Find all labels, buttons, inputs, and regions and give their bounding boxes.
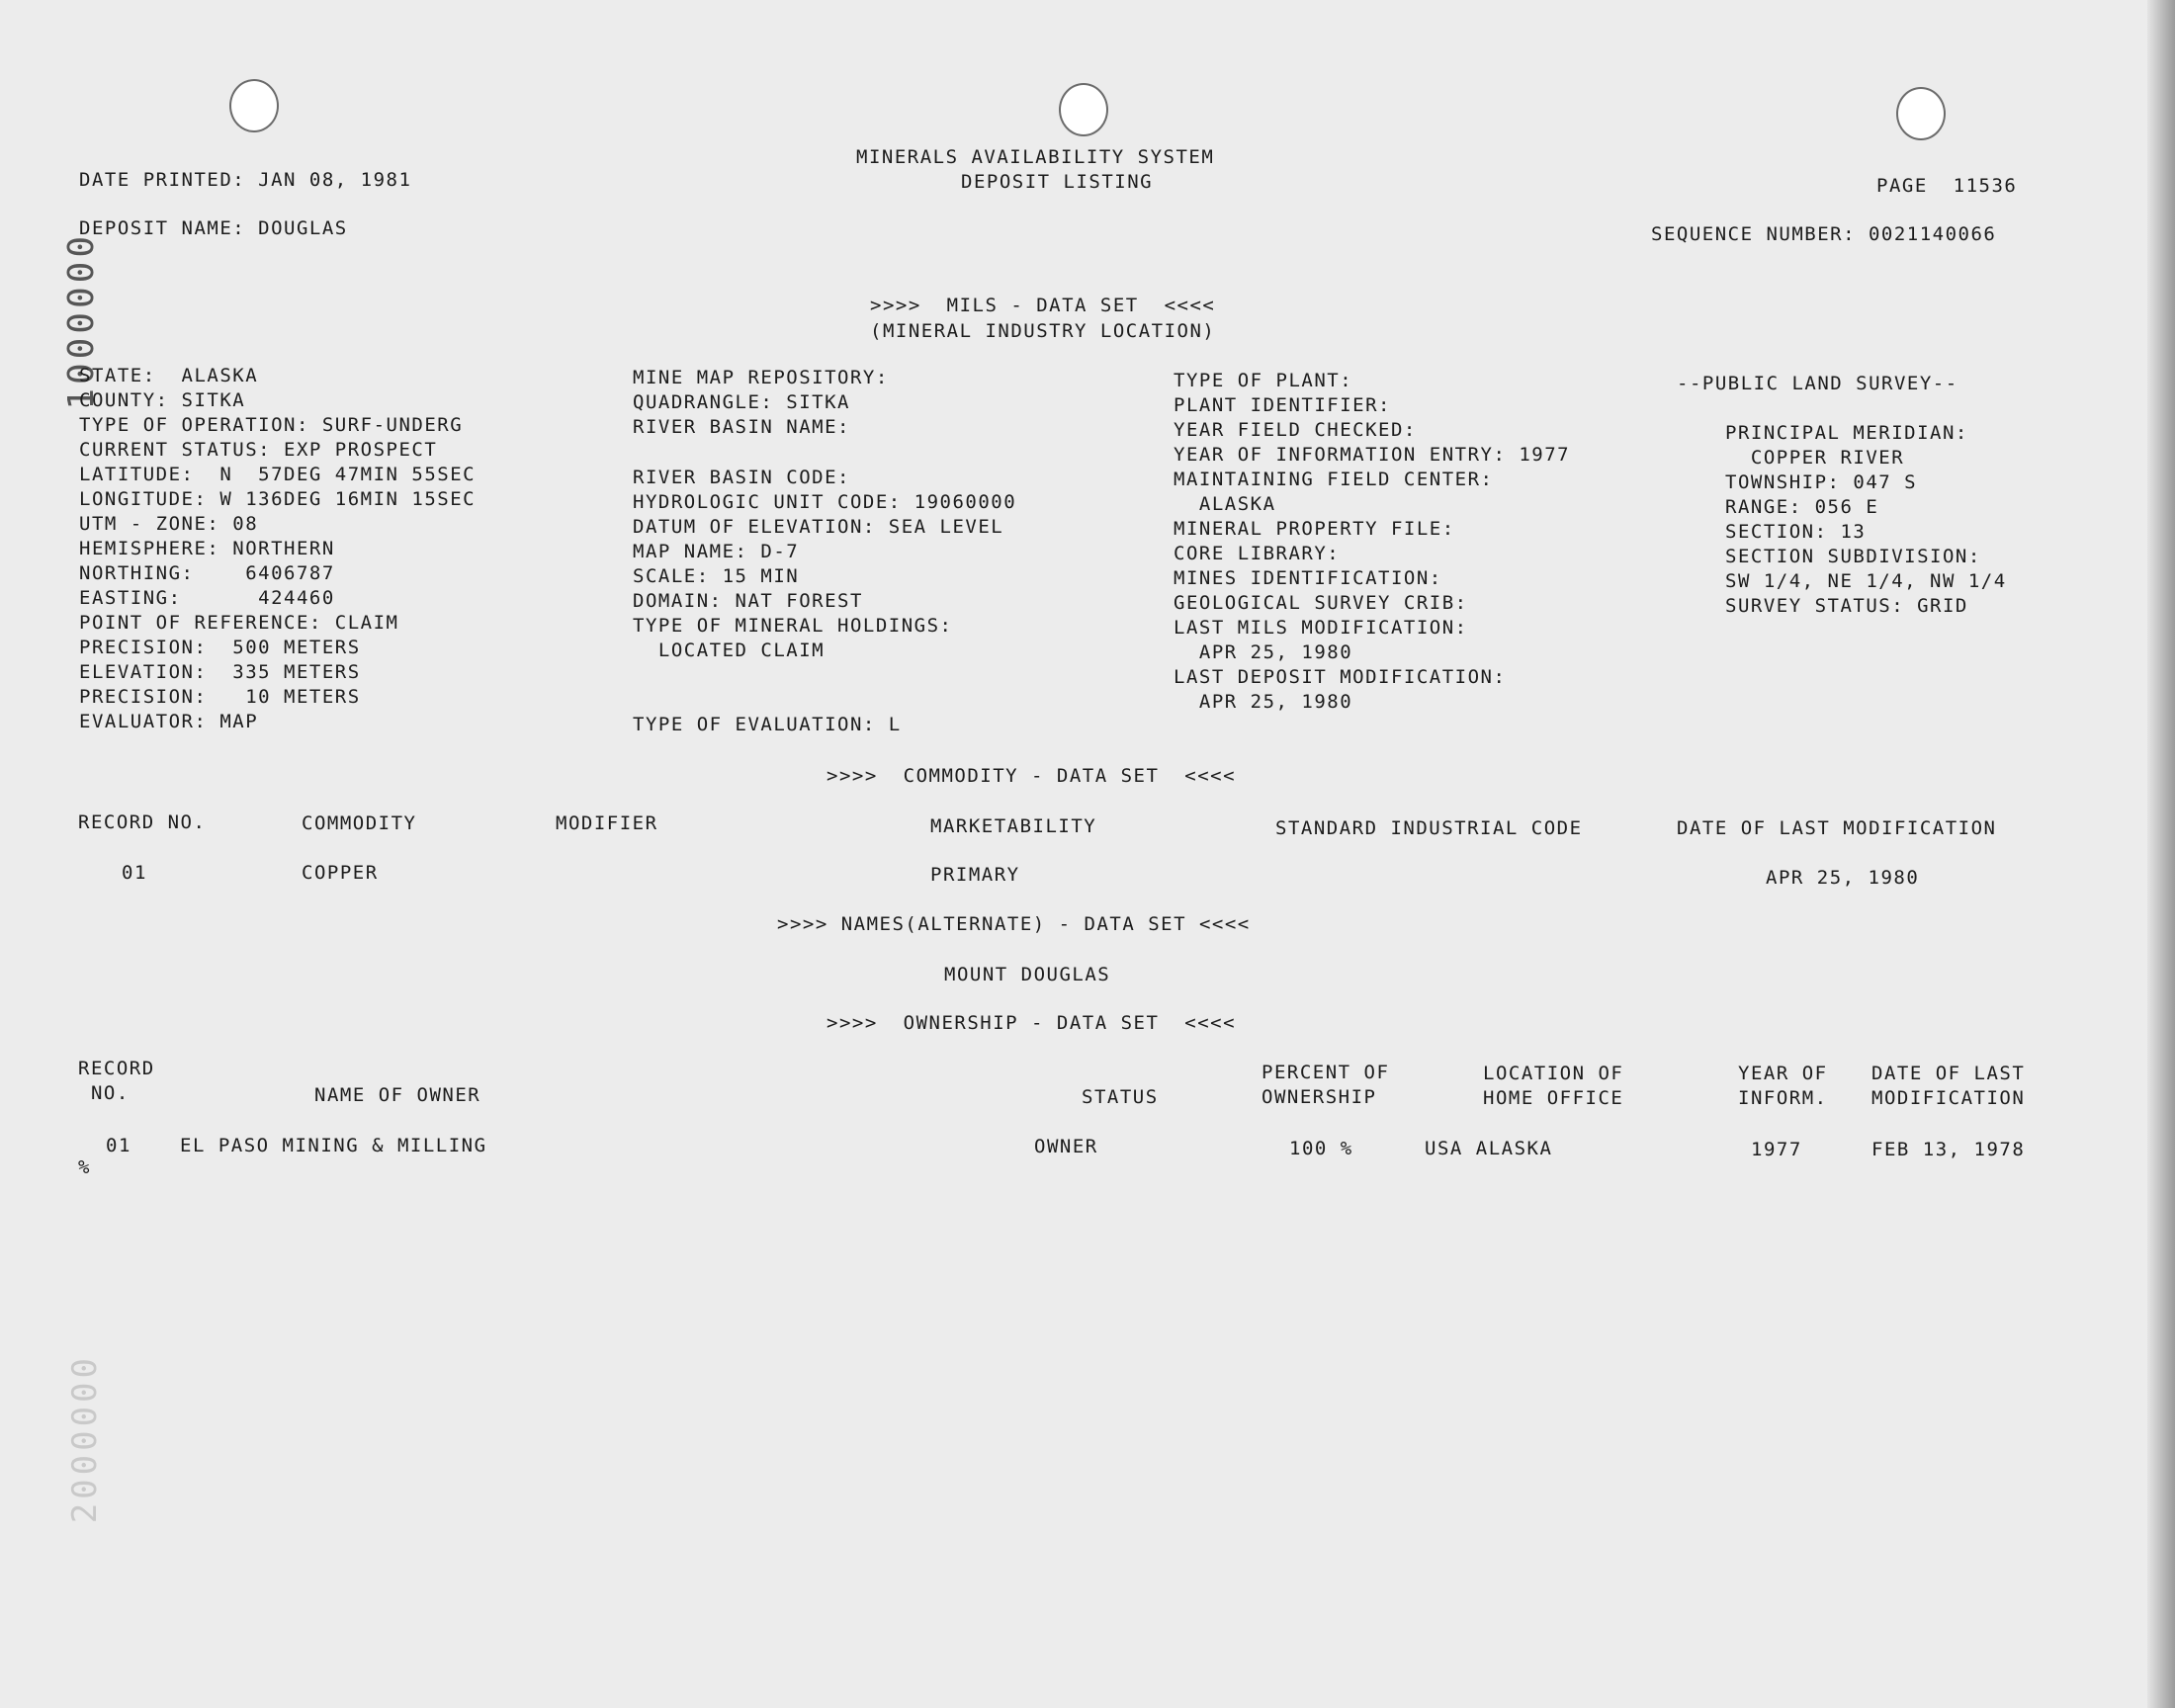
- mils-field: SURVEY STATUS: GRID: [1725, 595, 1968, 617]
- column-header: STANDARD INDUSTRIAL CODE: [1275, 817, 1583, 839]
- mils-subheading: (MINERAL INDUSTRY LOCATION): [870, 320, 1216, 342]
- mils-field: PRECISION: 500 METERS: [79, 637, 361, 658]
- table-cell: FEB 13, 1978: [1871, 1139, 2026, 1160]
- mils-field: APR 25, 1980: [1174, 691, 1353, 713]
- mils-field: RIVER BASIN CODE:: [633, 467, 850, 488]
- column-header: YEAR OF: [1738, 1063, 1828, 1084]
- column-header: HOME OFFICE: [1483, 1087, 1624, 1109]
- table-cell: 01: [106, 1135, 131, 1156]
- microfilm-stamp-top: 1000000: [61, 232, 102, 410]
- table-cell: OWNER: [1034, 1136, 1098, 1157]
- column-header: DATE OF LAST MODIFICATION: [1677, 817, 1997, 839]
- column-header: RECORD NO.: [78, 811, 207, 833]
- mils-field: SECTION: 13: [1725, 521, 1867, 543]
- column-header: MODIFICATION: [1871, 1087, 2026, 1109]
- table-cell: COPPER: [302, 862, 379, 884]
- mils-field: NORTHING: 6406787: [79, 562, 335, 584]
- column-header: NAME OF OWNER: [314, 1084, 481, 1106]
- mils-field: QUADRANGLE: SITKA: [633, 391, 850, 413]
- type-of-evaluation: TYPE OF EVALUATION: L: [633, 714, 902, 735]
- mils-field: STATE: ALASKA: [79, 365, 259, 386]
- mils-field: EASTING: 424460: [79, 587, 335, 609]
- mils-field: SECTION SUBDIVISION:: [1725, 546, 1981, 567]
- mils-field: CURRENT STATUS: EXP PROSPECT: [79, 439, 438, 461]
- mils-field: MAINTAINING FIELD CENTER:: [1174, 469, 1494, 490]
- public-land-survey-heading: --PUBLIC LAND SURVEY--: [1677, 373, 1958, 394]
- mils-field: TYPE OF PLANT:: [1174, 370, 1353, 391]
- mils-field: APR 25, 1980: [1174, 641, 1353, 663]
- mils-field: MINE MAP REPOSITORY:: [633, 367, 889, 388]
- page-number: PAGE 11536: [1876, 175, 2018, 197]
- names-heading: >>>> NAMES(ALTERNATE) - DATA SET <<<<: [777, 913, 1251, 935]
- column-header: OWNERSHIP: [1262, 1086, 1377, 1108]
- table-cell: APR 25, 1980: [1766, 867, 1920, 889]
- column-header: RECORD: [78, 1058, 155, 1079]
- mils-field: PRECISION: 10 METERS: [79, 686, 361, 708]
- ownership-heading: >>>> OWNERSHIP - DATA SET <<<<: [826, 1012, 1237, 1034]
- mils-field: TYPE OF MINERAL HOLDINGS:: [633, 615, 953, 637]
- column-header: INFORM.: [1738, 1087, 1828, 1109]
- punch-hole-right: [1896, 87, 1946, 140]
- mils-field: YEAR FIELD CHECKED:: [1174, 419, 1417, 441]
- mils-field: ALASKA: [1174, 493, 1276, 515]
- table-cell: 01: [122, 862, 147, 884]
- column-header: LOCATION OF: [1483, 1063, 1624, 1084]
- table-cell: PRIMARY: [930, 864, 1020, 886]
- mils-field: UTM - ZONE: 08: [79, 513, 259, 535]
- mils-field: SW 1/4, NE 1/4, NW 1/4: [1725, 570, 2007, 592]
- mils-field: HEMISPHERE: NORTHERN: [79, 538, 335, 559]
- mils-field: RIVER BASIN NAME:: [633, 416, 850, 438]
- table-cell: 100 %: [1289, 1138, 1353, 1159]
- mils-field: SCALE: 15 MIN: [633, 565, 800, 587]
- end-of-record-marker: %: [78, 1156, 91, 1178]
- title-line-2: DEPOSIT LISTING: [961, 171, 1154, 193]
- mils-field: PRINCIPAL MERIDIAN:: [1725, 422, 1968, 444]
- mils-field: EVALUATOR: MAP: [79, 711, 259, 732]
- table-cell: 1977: [1751, 1139, 1802, 1160]
- column-header: DATE OF LAST: [1871, 1063, 2026, 1084]
- mils-field: ELEVATION: 335 METERS: [79, 661, 361, 683]
- punch-hole-left: [229, 79, 279, 132]
- table-cell: USA ALASKA: [1425, 1138, 1553, 1159]
- title-line-1: MINERALS AVAILABILITY SYSTEM: [856, 146, 1215, 168]
- commodity-heading: >>>> COMMODITY - DATA SET <<<<: [826, 765, 1237, 787]
- alternate-name: MOUNT DOUGLAS: [944, 964, 1111, 985]
- mils-field: LAST DEPOSIT MODIFICATION:: [1174, 666, 1507, 688]
- column-header: PERCENT OF: [1262, 1062, 1390, 1083]
- mils-heading: >>>> MILS - DATA SET <<<<: [870, 295, 1216, 316]
- mils-field: COUNTY: SITKA: [79, 389, 246, 411]
- mils-field: CORE LIBRARY:: [1174, 543, 1341, 564]
- punch-hole-center: [1059, 83, 1108, 136]
- mils-field: LATITUDE: N 57DEG 47MIN 55SEC: [79, 464, 477, 485]
- sequence-number: SEQUENCE NUMBER: 0021140066: [1651, 223, 1997, 245]
- mils-field: COPPER RIVER: [1725, 447, 1905, 469]
- page-edge-shadow: [2147, 0, 2175, 1708]
- mils-field: TYPE OF OPERATION: SURF-UNDERG: [79, 414, 464, 436]
- mils-field: MINERAL PROPERTY FILE:: [1174, 518, 1455, 540]
- column-header: MARKETABILITY: [930, 815, 1097, 837]
- mils-field: DOMAIN: NAT FOREST: [633, 590, 863, 612]
- date-printed: DATE PRINTED: JAN 08, 1981: [79, 169, 412, 191]
- mils-field: MINES IDENTIFICATION:: [1174, 567, 1442, 589]
- mils-field: PLANT IDENTIFIER:: [1174, 394, 1391, 416]
- mils-field: HYDROLOGIC UNIT CODE: 19060000: [633, 491, 1017, 513]
- deposit-name: DEPOSIT NAME: DOUGLAS: [79, 217, 348, 239]
- mils-field: TOWNSHIP: 047 S: [1725, 471, 1918, 493]
- mils-field: LONGITUDE: W 136DEG 16MIN 15SEC: [79, 488, 477, 510]
- mils-field: RANGE: 056 E: [1725, 496, 1879, 518]
- column-header: STATUS: [1082, 1086, 1159, 1108]
- mils-field: GEOLOGICAL SURVEY CRIB:: [1174, 592, 1468, 614]
- mils-field: DATUM OF ELEVATION: SEA LEVEL: [633, 516, 1004, 538]
- microfilm-stamp-bottom: 2000000: [65, 1354, 105, 1524]
- table-cell: EL PASO MINING & MILLING: [180, 1135, 487, 1156]
- column-header: MODIFIER: [556, 812, 658, 834]
- column-header: COMMODITY: [302, 812, 417, 834]
- mils-field: MAP NAME: D-7: [633, 541, 800, 562]
- mils-field: YEAR OF INFORMATION ENTRY: 1977: [1174, 444, 1571, 466]
- mils-field: LOCATED CLAIM: [633, 640, 826, 661]
- mils-field: POINT OF REFERENCE: CLAIM: [79, 612, 399, 634]
- column-header: NO.: [78, 1082, 130, 1104]
- mils-field: LAST MILS MODIFICATION:: [1174, 617, 1468, 639]
